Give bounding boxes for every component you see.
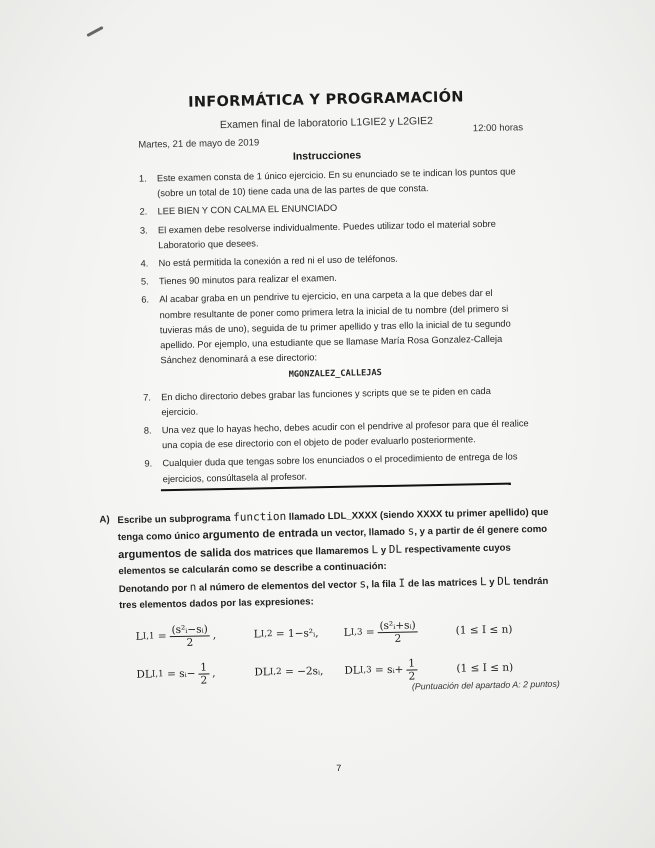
exam-time: 12:00 horas [472, 122, 524, 135]
list-item: 5. Tienes 90 minutos para realizar el examen. [140, 273, 337, 287]
section-a [99, 504, 551, 615]
list-item: 9. Cualquier duda que tengas sobre los enunciados o el procedimiento de entrega de los ejercicios, consúltasela al profesor. [144, 451, 518, 484]
formula-dl1: DL I,1 = sᵢ− $\frac{1}{2}$ , [136, 660, 216, 687]
pen-mark [86, 26, 103, 37]
list-item: 2. LEE BIEN Y CON CALMA EL ENUNCIADO [139, 203, 338, 218]
list-item: 3. El examen debe resolverse individualmente. Puedes utilizar todo el material sobre Laboratorio que desees. [139, 218, 496, 251]
formula-row-l [125, 614, 545, 652]
formula-range-2: (1 ≤ I ≤ n) [456, 661, 514, 675]
exam-sheet [99, 76, 560, 804]
keyword-function: function [233, 509, 287, 524]
score-note: (Puntuación del apartado A: 2 puntos) [411, 678, 560, 692]
section-a-text: Escribe un subprograma function llamado LDL_XXXX (siendo XXXX tu primer apellido) que tenga como único argumento de entrada un vector, llamado s, y a partir de él genere como argumentos de salida dos matrices que llamaremos L y DL respectivamente cuyos elementos se calcularán como se describe a continuación: Denotando por n al número de elementos del vector s, la fila I de las matrices L y DL tendrán tres elementos dados por las expresiones: [117, 506, 549, 612]
formula-l3: L I,3 = $\frac{\text{(s²ᵢ+sᵢ)}}{2}$ [343, 616, 421, 647]
formula-dl2: DL I,2 = −2sᵢ, [254, 665, 324, 679]
list-item: 7. En dicho directorio debes grabar las funciones y scripts que se te piden en cada ejercicio. [143, 385, 491, 418]
formula-l1: L I,1 = $\frac{\text{(s²ᵢ−sᵢ)}}{2}$ , [135, 622, 217, 649]
formulas [125, 614, 546, 690]
exam-subtitle: Examen final de laboratorio L1GIE2 y L2GIE2 [219, 115, 434, 132]
formula-l2: L I,2 = 1−s²ᵢ, [253, 627, 319, 641]
formula-dl3: DL I,3 = sᵢ+ $\frac{1}{2}$ [344, 656, 416, 683]
list-item: 6. Al acabar graba en un pendrive tu ejercicio, en una carpeta a la que debes dar el nombre resultante de poner como primera letra la inicial de tu nombre (del primero si tuvieras más de uno), seguida de tu primer apellido y tras ello la inicial de tu segundo apellido. Por ejemplo, una estudiante que se llamase María Rosa Gonzalez-Calleja Sánchez denominará a ese directorio: [141, 288, 511, 366]
list-item: 4. No está permitida la conexión a red ni el uso de teléfonos. [140, 253, 398, 269]
instructions-list [139, 164, 530, 490]
exam-title: INFORMÁTICA Y PROGRAMACIÓN [188, 89, 464, 111]
formula-range-1: (1 ≤ I ≤ n) [455, 623, 513, 637]
list-item: 1. Este examen consta de 1 único ejercicio. En su enunciado se te indican los puntos que (sobre un total de 10) tiene cada una de las partes de que consta. [138, 166, 516, 199]
section-a-label: A) [99, 514, 110, 526]
page-number: 7 [336, 762, 342, 773]
instructions-heading: Instrucciones [292, 149, 362, 163]
directory-example: MGONZALEZ_CALLEJAS [288, 368, 382, 381]
exam-date: Martes, 21 de mayo de 2019 [138, 137, 260, 151]
list-item: 8. Una vez que lo hayas hecho, debes acudir con el pendrive al profesor para que él realice una copia de ese directorio con el objeto de poder evaluarlo posteriormente. [143, 418, 529, 451]
